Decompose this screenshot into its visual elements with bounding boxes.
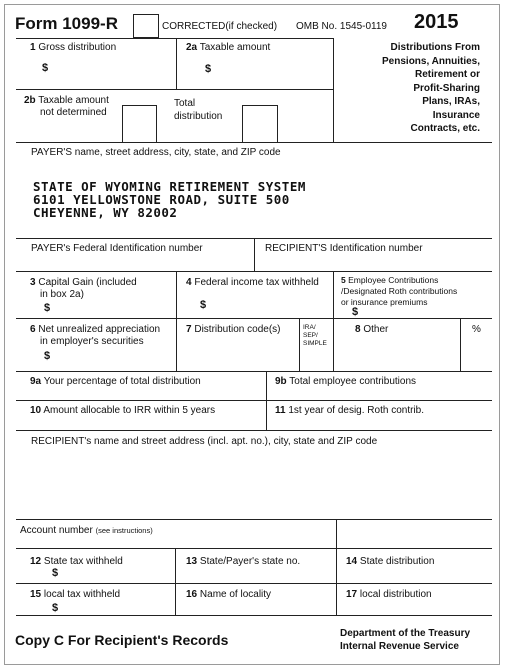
box-12-value[interactable]: $ (52, 567, 59, 579)
rule (16, 89, 334, 90)
description-line: Retirement or (414, 69, 480, 80)
box-5-label-2: /Designated Roth contributions (341, 286, 458, 296)
form-name: Form 1099-R (15, 14, 118, 33)
box-2a-label: 2a Taxable amount (186, 42, 271, 53)
rule (16, 615, 492, 616)
box-11-label: 11 1st year of desig. Roth contrib. (275, 405, 424, 416)
tax-year: 2015 (414, 11, 459, 33)
box-9a-label: 9a Your percentage of total distribution (30, 376, 201, 387)
box-14-label: 14 State distribution (346, 556, 435, 567)
payer-fed-id-label: PAYER's Federal Identification number (31, 243, 203, 254)
box-1-label: 1 Gross distribution (30, 42, 117, 53)
description-line: Profit-Sharing (413, 82, 480, 94)
rule (16, 583, 492, 584)
rule (16, 519, 492, 520)
omb-number: OMB No. 1545-0119 (296, 21, 387, 32)
payer-street: 6101 YELLOWSTONE ROAD, SUITE 500 (33, 192, 290, 207)
total-label-2: distribution (174, 111, 223, 122)
rule (16, 400, 492, 401)
rule (16, 38, 334, 39)
rule (16, 548, 492, 549)
box-9b-label: 9b Total employee contributions (275, 376, 417, 387)
description-line: Plans, IRAs, (422, 96, 480, 107)
rule (16, 371, 492, 372)
corrected-label: CORRECTED(if checked) (162, 21, 278, 32)
rule (16, 271, 492, 272)
description-line: Distributions From (390, 42, 480, 53)
ira-sep-simple-label: IRA/ SEP/ SIMPLE (303, 324, 327, 347)
box-5-label-3: or insurance premiums (341, 297, 428, 307)
rule (299, 318, 300, 372)
rule (16, 318, 492, 319)
box-3-label-2: in box 2a) (40, 289, 84, 300)
box-17-label: 17 local distribution (346, 589, 432, 600)
box-7-label: 7 Distribution code(s) (186, 324, 281, 335)
box-3-value[interactable]: $ (44, 302, 51, 314)
description-line: Pensions, Annuities, (382, 55, 480, 67)
payer-city: CHEYENNE, WY 82002 (33, 205, 178, 220)
rule (460, 318, 461, 372)
box-6-label-2: in employer's securities (40, 336, 144, 347)
box-8-percent: % (472, 324, 481, 335)
recipient-label: RECIPIENT's name and street address (incl. apt. no.), city, state and ZIP code (31, 436, 378, 447)
description-line: Insurance (432, 109, 480, 121)
box-15-label: 15 local tax withheld (30, 589, 121, 600)
box-15-value[interactable]: $ (52, 602, 59, 614)
irs-label: Internal Revenue Service (340, 641, 459, 652)
total-label: Total (174, 98, 196, 109)
rule (333, 38, 334, 142)
corrected-checkbox[interactable] (133, 14, 159, 38)
dept-treasury: Department of the Treasury (340, 628, 471, 639)
rule (336, 519, 337, 616)
box-2b-checkbox[interactable] (122, 105, 157, 143)
box-2a-value[interactable]: $ (205, 63, 212, 75)
box-2b-label-2: not determined (40, 107, 107, 118)
rule (266, 371, 267, 431)
box-6-label: 6 Net unrealized appreciation (30, 324, 161, 335)
box-12-label: 12 State tax withheld (30, 556, 123, 567)
box-10-label: 10 Amount allocable to IRR within 5 years (30, 405, 216, 416)
box-4-value[interactable]: $ (200, 299, 207, 311)
rule (254, 238, 255, 272)
account-number-label: Account number (see instructions) (20, 525, 153, 536)
total-distribution-checkbox[interactable] (242, 105, 278, 143)
payer-name: STATE OF WYOMING RETIREMENT SYSTEM (33, 179, 306, 194)
box-16-label: 16 Name of locality (186, 589, 272, 600)
box-2b-label: 2b Taxable amount (24, 95, 109, 106)
form-description (340, 41, 480, 136)
description-line: Contracts, etc. (410, 123, 480, 134)
box-4-label: 4 Federal income tax withheld (186, 277, 319, 288)
recipient-id-label: RECIPIENT'S Identification number (265, 243, 423, 254)
payer-label: PAYER'S name, street address, city, state, and ZIP code (31, 147, 281, 158)
box-5-label: 5 Employee Contributions (341, 275, 439, 285)
box-5-value[interactable]: $ (352, 306, 359, 318)
box-6-value[interactable]: $ (44, 350, 51, 362)
box-1-value[interactable]: $ (42, 62, 49, 74)
box-13-label: 13 State/Payer's state no. (186, 556, 301, 567)
copy-c-label: Copy C For Recipient's Records (15, 632, 229, 648)
box-8-label: 8 Other (355, 324, 389, 335)
rule (176, 271, 177, 372)
rule (175, 548, 176, 616)
rule (333, 271, 334, 372)
box-3-label: 3 Capital Gain (included (30, 277, 137, 288)
rule (176, 38, 177, 90)
rule (16, 430, 492, 431)
